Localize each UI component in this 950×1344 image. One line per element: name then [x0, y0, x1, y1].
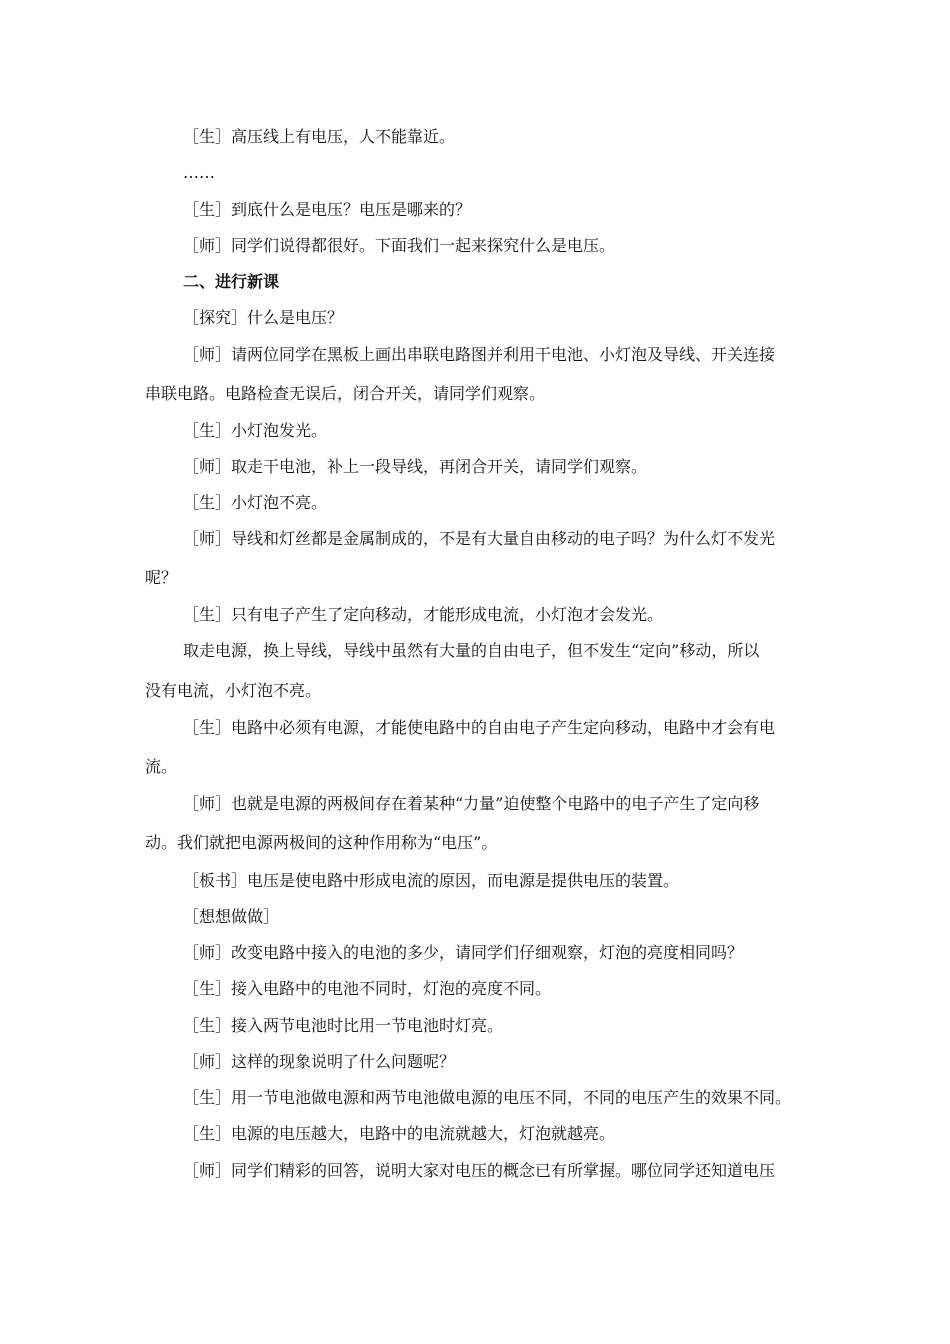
- paragraph-line: 取走电源，换上导线，导线中虽然有大量的自由电子，但不发生“定向”移动，所以: [183, 641, 760, 660]
- paragraph-line: ［生］小灯泡不亮。: [183, 493, 328, 512]
- paragraph-line: ［探究］什么是电压？: [183, 308, 344, 327]
- paragraph-line: ［生］只有电子产生了定向移动，才能形成电流，小灯泡才会发光。: [183, 605, 664, 624]
- paragraph-line: 串联电路。电路检查无误后，闭合开关，请同学们观察。: [145, 384, 546, 403]
- paragraph-line: ［生］接入电路中的电池不同时，灯泡的亮度不同。: [183, 979, 552, 998]
- paragraph-line: ［师］请两位同学在黑板上画出串联电路图并利用干电池、小灯泡及导线、开关连接: [183, 345, 776, 364]
- paragraph-line: ［生］接入两节电池时比用一节电池时灯亮。: [183, 1016, 504, 1035]
- paragraph-line: ［师］这样的现象说明了什么问题呢？: [183, 1052, 456, 1071]
- paragraph-line: ［板书］电压是使电路中形成电流的原因，而电源是提供电压的装置。: [183, 871, 680, 890]
- paragraph-line: ［生］到底什么是电压？电压是哪来的？: [183, 200, 472, 219]
- paragraph-line: ［师］导线和灯丝都是金属制成的，不是有大量自由移动的电子吗？为什么灯不发光: [183, 529, 776, 548]
- paragraph-line: ［师］同学们说得都很好。下面我们一起来探究什么是电压。: [183, 236, 616, 255]
- paragraph-line: 呢？: [145, 568, 178, 587]
- paragraph-line: 动。我们就把电源两极间的这种作用称为“电压”。: [145, 833, 498, 852]
- section-heading: 二、进行新课: [183, 272, 280, 291]
- paragraph-line: ［想想做做］: [183, 907, 280, 926]
- paragraph-line: ［师］改变电路中接入的电池的多少，请同学们仔细观察，灯泡的亮度相同吗？: [183, 943, 744, 962]
- paragraph-line: ［师］也就是电源的两极间存在着某种“力量”迫使整个电路中的电子产生了定向移: [183, 794, 760, 813]
- paragraph-line: ［生］用一节电池做电源和两节电池做电源的电压不同，不同的电压产生的效果不同。: [183, 1088, 792, 1107]
- paragraph-line: ［生］小灯泡发光。: [183, 421, 328, 440]
- paragraph-line: ［师］取走干电池，补上一段导线，再闭合开关，请同学们观察。: [183, 457, 648, 476]
- paragraph-line: 没有电流，小灯泡不亮。: [145, 681, 322, 700]
- paragraph-line: 流。: [145, 757, 178, 776]
- ellipsis-line: ……: [183, 163, 215, 182]
- paragraph-line: ［生］电源的电压越大，电路中的电流就越大，灯泡就越亮。: [183, 1124, 616, 1143]
- paragraph-line: ［生］电路中必须有电源，才能使电路中的自由电子产生定向移动，电路中才会有电: [183, 718, 776, 737]
- paragraph-line: ［师］同学们精彩的回答，说明大家对电压的概念已有所掌握。哪位同学还知道电压: [183, 1161, 776, 1180]
- paragraph-line: ［生］高压线上有电压，人不能靠近。: [183, 127, 456, 146]
